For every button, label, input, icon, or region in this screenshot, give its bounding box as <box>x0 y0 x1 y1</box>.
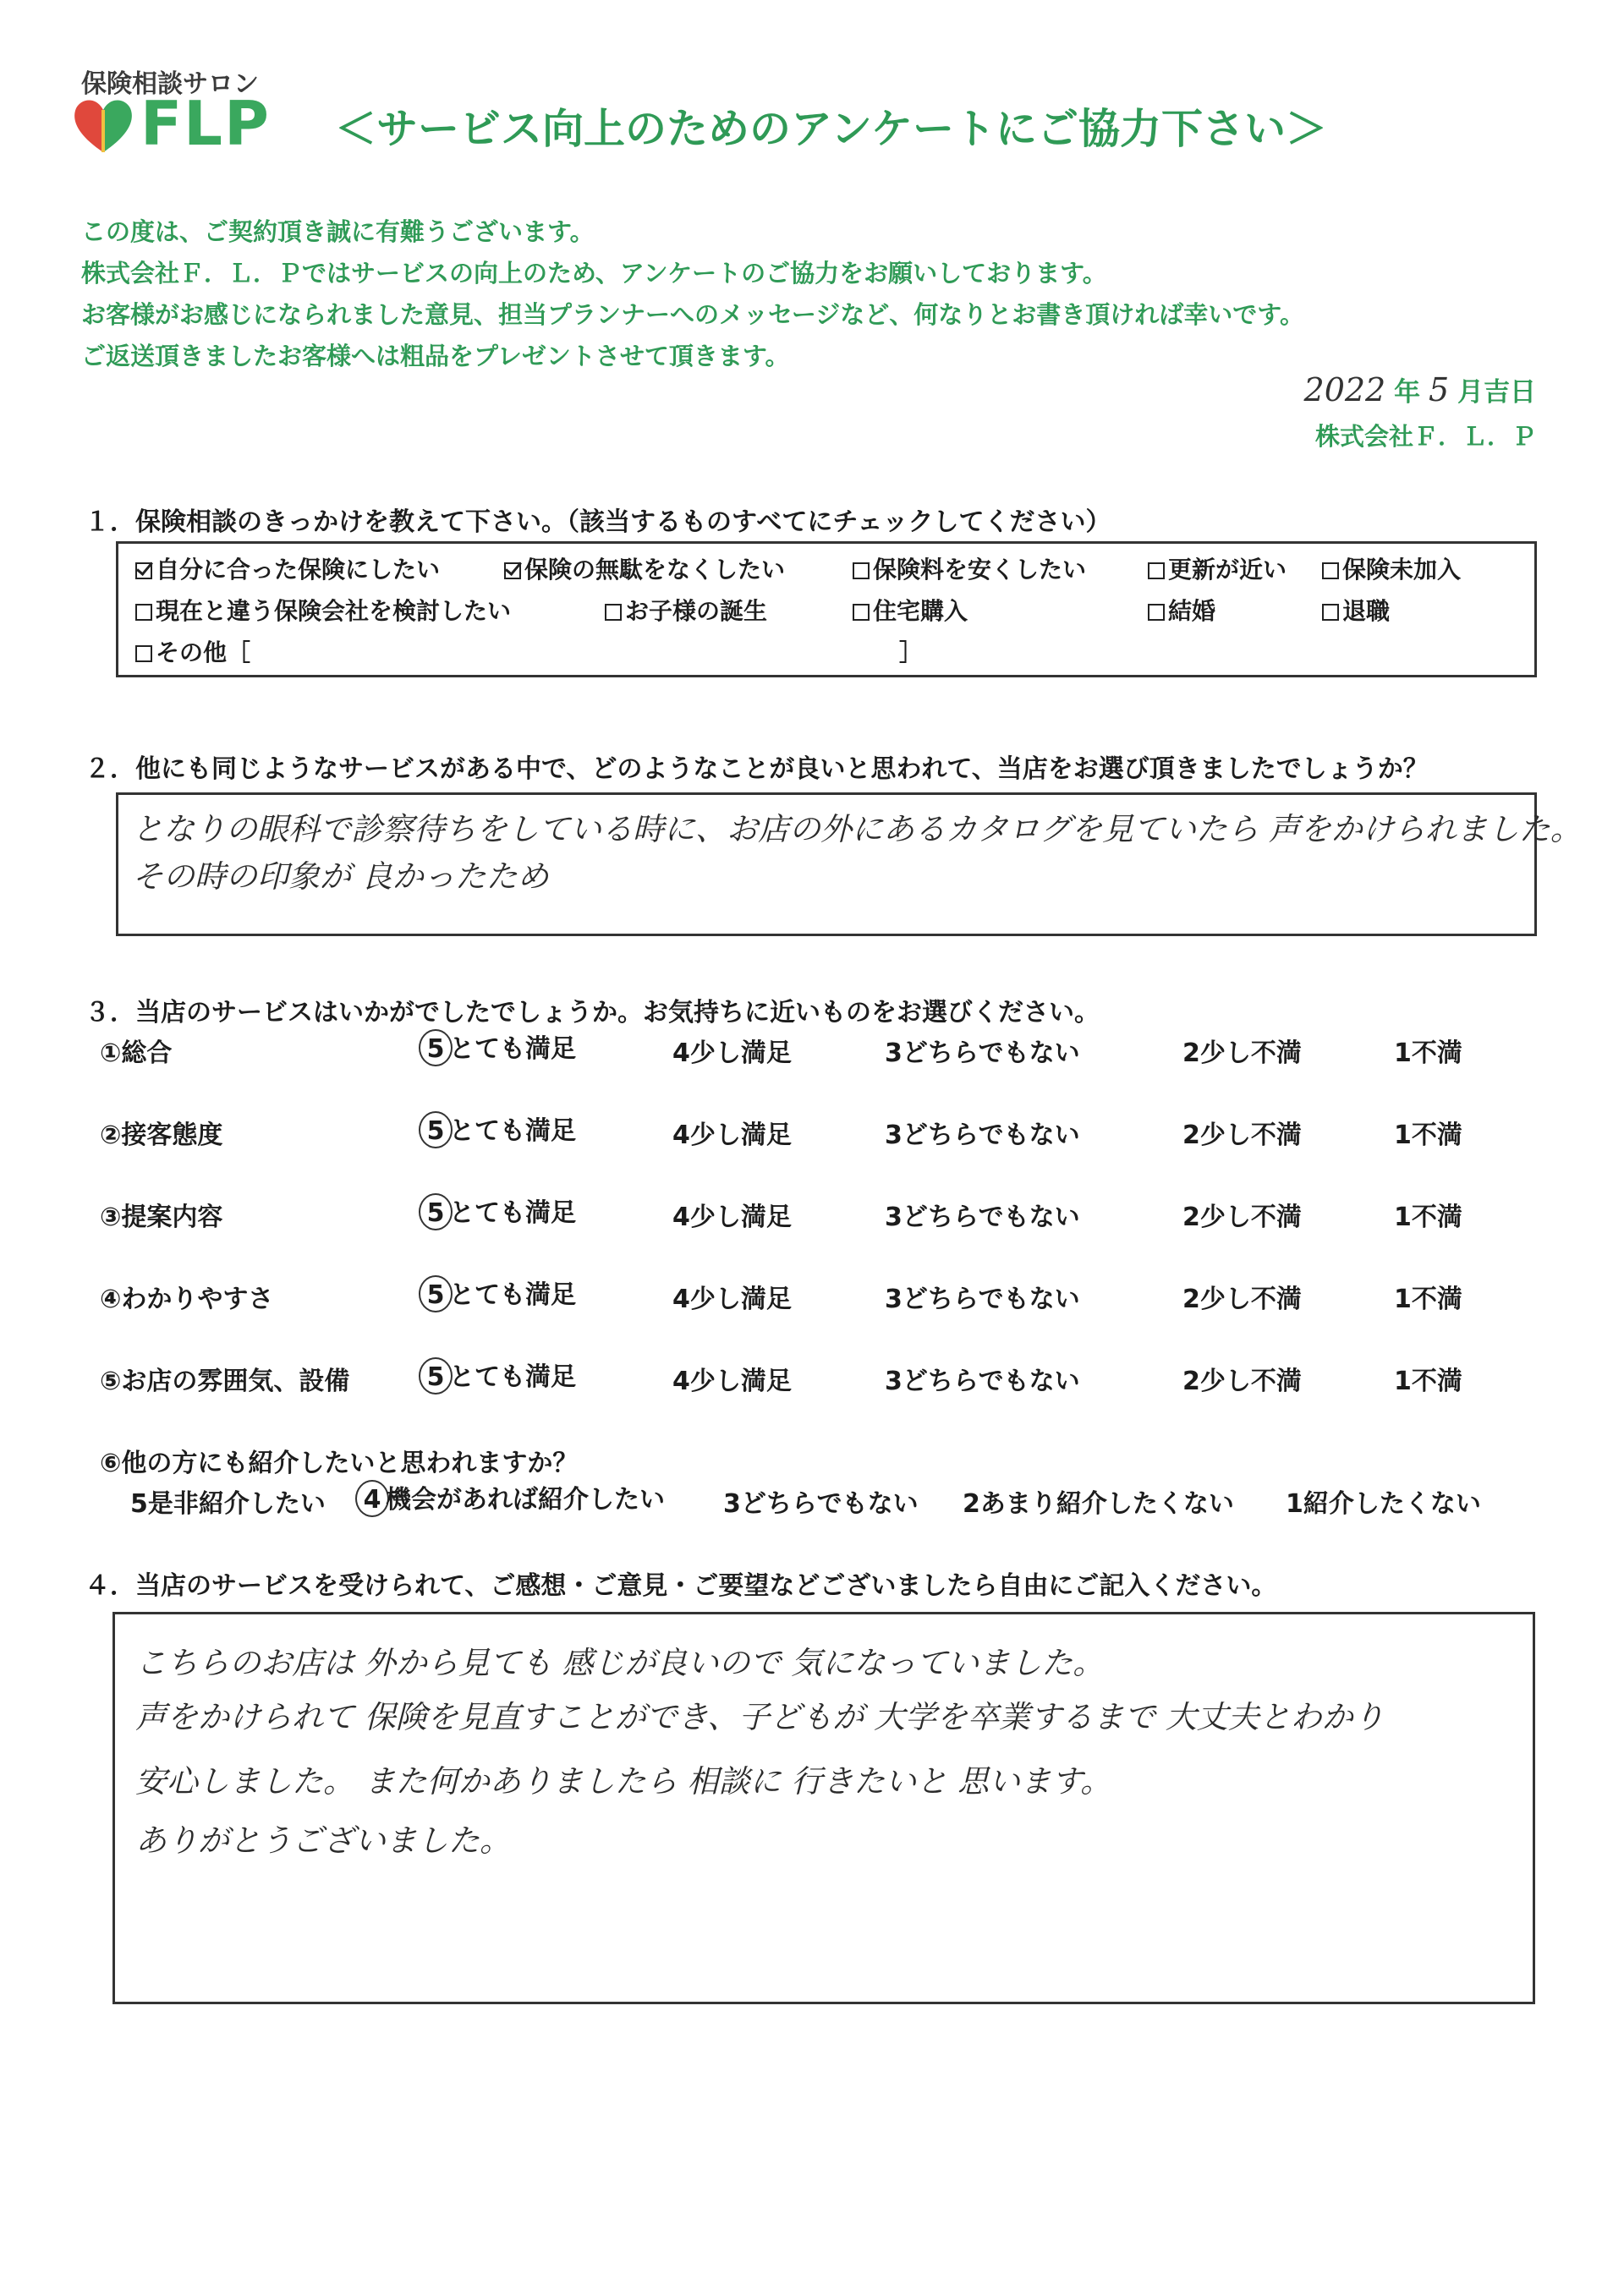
q2-answer-line-1: となりの眼科で診察待ちをしている時に、お店の外にあるカタログを見ていたら 声をかけられました。 <box>132 811 1582 847</box>
q4-answer-line-3: 安心しました。 また何かありましたら 相談に 行きたいと 思います。 <box>135 1763 1112 1800</box>
date-month: 5 <box>1428 371 1450 408</box>
intro-line-1: この度は、ご契約頂き誠に有難うございます。 <box>81 217 595 246</box>
rating-label-service: ②接客態度 <box>100 1121 223 1150</box>
intro-line-3: お客様がお感じになられました意見、担当プランナーへのメッセージなど、何なりとお書き頂ければ幸いです。 <box>81 300 1304 329</box>
rating-clarity-5[interactable]: 5 とても満足 <box>419 1274 576 1312</box>
checkbox[interactable] <box>1322 604 1339 621</box>
checkbox[interactable] <box>135 604 152 621</box>
rating-atmosphere-3[interactable]: 3どちらでもない <box>885 1367 1080 1396</box>
q1-option-10[interactable]: 退職 <box>1322 593 1390 627</box>
referral-option-5[interactable]: 5是非紹介したい <box>130 1489 326 1519</box>
checkbox[interactable] <box>1148 562 1165 579</box>
date-year: 2022 <box>1303 371 1386 408</box>
intro-line-2: 株式会社Ｆ．Ｌ．Ｐではサービスの向上のため、アンケートのご協力をお願いしております。 <box>81 259 1107 288</box>
company-name: 株式会社Ｆ．Ｌ．Ｐ <box>1314 422 1536 451</box>
rating-proposal-2[interactable]: 2少し不満 <box>1182 1203 1302 1232</box>
checkbox[interactable] <box>853 562 870 579</box>
q1-option-1[interactable]: 自分に合った保険にしたい <box>135 551 440 585</box>
q4-question: ４．当店のサービスを受けられて、ご感想・ご意見・ご要望などございましたら自由にご記入ください。 <box>85 1571 1277 1601</box>
rating-proposal-3[interactable]: 3どちらでもない <box>885 1203 1080 1232</box>
referral-question: ⑥他の方にも紹介したいと思われますか？ <box>100 1449 579 1478</box>
selection-circle-icon: 5 <box>419 1275 453 1312</box>
checkbox[interactable] <box>853 604 870 621</box>
checkbox[interactable] <box>605 604 622 621</box>
rating-proposal-1[interactable]: 1不満 <box>1394 1203 1462 1232</box>
q1-option-other[interactable]: その他［ <box>135 634 250 668</box>
referral-option-2[interactable]: 2あまり紹介したくない <box>963 1489 1234 1519</box>
rating-overall-1[interactable]: 1不満 <box>1394 1038 1462 1068</box>
rating-atmosphere-4[interactable]: 4少し満足 <box>672 1367 792 1396</box>
rating-overall-3[interactable]: 3どちらでもない <box>885 1038 1080 1068</box>
q1-option-3[interactable]: 保険料を安くしたい <box>853 551 1086 585</box>
date-month-label: 月吉日 <box>1457 377 1536 408</box>
date-year-label: 年 <box>1394 377 1421 408</box>
rating-service-2[interactable]: 2少し不満 <box>1182 1121 1302 1150</box>
rating-atmosphere-2[interactable]: 2少し不満 <box>1182 1367 1302 1396</box>
checkbox[interactable] <box>135 645 152 662</box>
q1-question: １．保険相談のきっかけを教えて下さい。（該当するものすべてにチェックしてください） <box>85 507 1111 537</box>
rating-label-atmosphere: ⑤お店の雰囲気、設備 <box>100 1367 350 1396</box>
rating-proposal-5[interactable]: 5 とても満足 <box>419 1192 576 1230</box>
rating-overall-2[interactable]: 2少し不満 <box>1182 1038 1302 1068</box>
rating-atmosphere-1[interactable]: 1不満 <box>1394 1367 1462 1396</box>
rating-overall-4[interactable]: 4少し満足 <box>672 1038 792 1068</box>
checkbox[interactable] <box>1148 604 1165 621</box>
q1-option-2[interactable]: 保険の無駄をなくしたい <box>504 551 785 585</box>
logo-subtitle: 保険相談サロン <box>81 69 259 99</box>
rating-overall-5[interactable]: 5 とても満足 <box>419 1027 576 1066</box>
rating-clarity-2[interactable]: 2少し不満 <box>1182 1285 1302 1314</box>
rating-label-clarity: ④わかりやすさ <box>100 1285 274 1314</box>
rating-service-3[interactable]: 3どちらでもない <box>885 1121 1080 1150</box>
checkbox[interactable] <box>504 562 521 579</box>
logo-text: FLP <box>140 88 271 159</box>
rating-service-4[interactable]: 4少し満足 <box>672 1121 792 1150</box>
rating-clarity-3[interactable]: 3どちらでもない <box>885 1285 1080 1314</box>
q1-option-4[interactable]: 更新が近い <box>1148 551 1287 585</box>
checkbox[interactable] <box>135 562 152 579</box>
selection-circle-icon: 4 <box>355 1480 389 1517</box>
selection-circle-icon: 5 <box>419 1029 453 1066</box>
page-title: ＜サービス向上のためのアンケートにご協力下さい＞ <box>335 105 1328 153</box>
date-line <box>1304 370 1536 408</box>
rating-atmosphere-5[interactable]: 5 とても満足 <box>419 1356 576 1395</box>
rating-clarity-4[interactable]: 4少し満足 <box>672 1285 792 1314</box>
q1-option-7[interactable]: お子様の誕生 <box>605 593 767 627</box>
q4-answer-line-2: 声をかけられて 保険を見直すことができ、子どもが 大学を卒業するまで 大丈夫とわかり <box>135 1699 1385 1735</box>
rating-label-proposal: ③提案内容 <box>100 1203 223 1232</box>
q2-question: ２．他にも同じようなサービスがある中で、どのようなことが良いと思われて、当店をお選び頂きましたでしょうか？ <box>85 754 1429 784</box>
rating-service-1[interactable]: 1不満 <box>1394 1121 1462 1150</box>
rating-clarity-1[interactable]: 1不満 <box>1394 1285 1462 1314</box>
referral-option-3[interactable]: 3どちらでもない <box>723 1489 919 1519</box>
selection-circle-icon: 5 <box>419 1193 453 1230</box>
q1-option-6[interactable]: 現在と違う保険会社を検討したい <box>135 593 511 627</box>
heart-logo-icon <box>69 95 139 156</box>
referral-option-1[interactable]: 1紹介したくない <box>1286 1489 1481 1519</box>
checkbox[interactable] <box>1322 562 1339 579</box>
intro-line-4: ご返送頂きましたお客様へは粗品をプレゼントさせて頂きます。 <box>81 342 790 370</box>
q2-answer-line-2: その時の印象が 良かったため <box>132 858 549 895</box>
q1-option-5[interactable]: 保険未加入 <box>1322 551 1461 585</box>
selection-circle-icon: 5 <box>419 1357 453 1395</box>
selection-circle-icon: 5 <box>419 1111 453 1148</box>
q1-option-8[interactable]: 住宅購入 <box>853 593 968 627</box>
rating-service-5[interactable]: 5 とても満足 <box>419 1110 576 1148</box>
referral-option-4[interactable]: 4 機会があれば紹介したい <box>355 1478 665 1517</box>
q1-option-9[interactable]: 結婚 <box>1148 593 1215 627</box>
q1-other-bracket-close: ］ <box>899 638 924 666</box>
rating-proposal-4[interactable]: 4少し満足 <box>672 1203 792 1232</box>
rating-label-overall: ①総合 <box>100 1038 173 1068</box>
q4-answer-line-4: ありがとうございました。 <box>135 1822 511 1859</box>
q4-answer-line-1: こちらのお店は 外から見ても 感じが良いので 気になっていました。 <box>135 1645 1105 1681</box>
q3-question: ３．当店のサービスはいかがでしたでしょうか。お気持ちに近いものをお選びください。 <box>85 998 1100 1027</box>
